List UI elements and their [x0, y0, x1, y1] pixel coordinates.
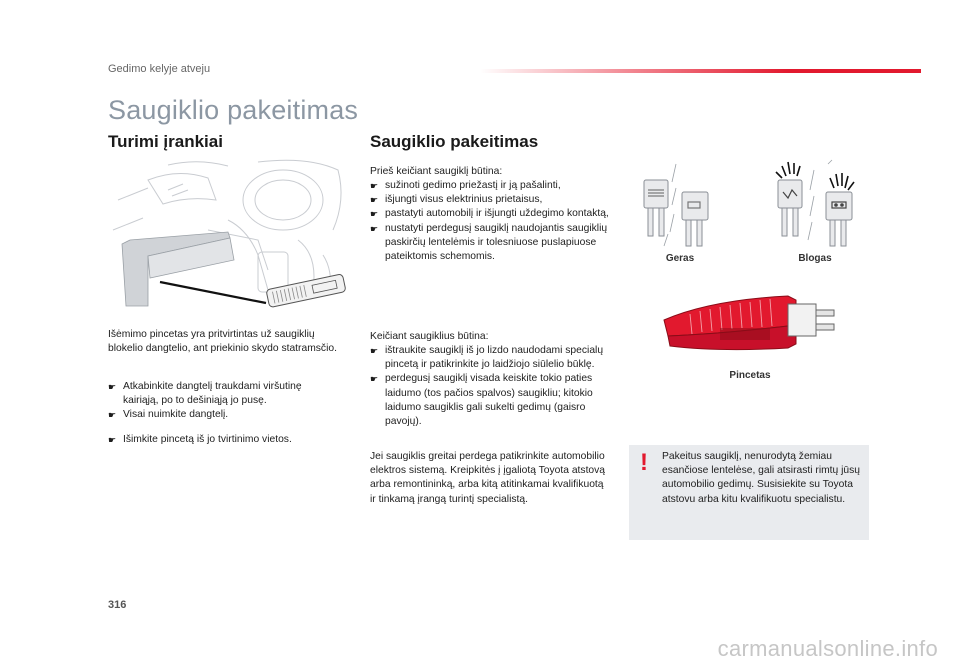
watermark-text: carmanualsonline.info: [717, 636, 938, 661]
good-fuses-illustration: [636, 160, 716, 250]
list-item: ☛ Atkabinkite dangtelį traukdami viršutinę kairiąją, po to dešiniąją jo pusę.: [108, 381, 302, 407]
bullet-hand-icon: ☛: [370, 195, 379, 206]
list-item: ☛ nustatyti perdegusį saugiklį naudojantis saugiklių paskirčių lentelėmis ir tolesniuose puslapiuose pateiktomis schemomis.: [370, 222, 608, 263]
bullet-hand-icon: ☛: [370, 223, 379, 234]
bullet-hand-icon: ☛: [370, 181, 379, 191]
list-item: ☛ pastatyti automobilį ir išjungti uždegimo kontaktą,: [370, 207, 610, 221]
section-header: Gedimo kelyje atveju: [108, 63, 211, 75]
warning-exclamation-icon: !: [640, 449, 648, 476]
closing-paragraph: Jei saugiklis greitai perdega patikrinkite automobilio elektros sistemą. Kreipkitės į įgaliotą Toyota atstovą arba remontininką, arba kitą atitinkamai kvalifikuotą ir tinkamą įrangą turintį specialistą.: [370, 451, 606, 505]
header-accent-bar: [480, 69, 921, 73]
dashboard-fuse-box-illustration: [108, 160, 348, 310]
tools-subtitle: Turimi įrankiai: [108, 132, 223, 151]
before-list: [370, 179, 610, 264]
page-number: 316: [108, 599, 127, 611]
bullet-hand-icon: ☛: [108, 410, 117, 421]
warning-text: Pakeitus saugiklį, nenurodytą žemiau esančiose lentelėse, gali atsirasti rimtų jūsų automobilio gedimų. Susisiekite su Toyota atstovu arba kitu kvalifikuotu specialistu.: [662, 451, 861, 505]
before-intro: Prieš keičiant saugiklį būtina:: [370, 166, 503, 177]
tweezers-label: Pincetas: [729, 370, 771, 381]
tweezers-steps-list: [108, 433, 338, 447]
list-item: ☛ perdegusį saugiklį visada keiskite tokio paties laidumo (tos pačios spalvos) saugikliu; kitokio laidumo saugiklis gali sukelti gedimų (gaisro pavojų).: [370, 373, 593, 428]
list-item: ☛ sužinoti gedimo priežastį ir ją pašalinti,: [370, 179, 610, 193]
tweezers-illustration: [660, 290, 845, 360]
bad-fuses-illustration: [770, 160, 862, 250]
bullet-hand-icon: ☛: [370, 374, 379, 385]
good-fuse-label: Geras: [665, 253, 695, 264]
bullet-hand-icon: ☛: [108, 435, 117, 445]
page-title: Saugiklio pakeitimas: [108, 95, 359, 125]
list-item: ☛ Visai nuimkite dangtelį.: [108, 408, 338, 422]
bad-fuse-label: Blogas: [798, 253, 832, 264]
bullet-hand-icon: ☛: [370, 346, 379, 356]
change-intro: Keičiant saugiklius būtina:: [370, 331, 489, 342]
tools-intro: Išėmimo pincetas yra pritvirtintas už saugiklių blokelio dangtelio, ant priekinio skydo statramsčio.: [108, 329, 337, 355]
change-list: [370, 344, 610, 429]
bullet-hand-icon: ☛: [108, 382, 117, 392]
cover-steps-list: [108, 380, 338, 423]
bullet-hand-icon: ☛: [370, 209, 379, 220]
list-item: ☛ Išimkite pincetą iš jo tvirtinimo vietos.: [108, 433, 338, 447]
list-item: ☛ ištraukite saugiklį iš jo lizdo naudodami specialų pincetą ir patikrinkite jo laidžiojo siūlelio būklę.: [370, 345, 604, 371]
replacement-subtitle: Saugiklio pakeitimas: [370, 132, 539, 151]
list-item: ☛ išjungti visus elektrinius prietaisus,: [370, 193, 610, 207]
